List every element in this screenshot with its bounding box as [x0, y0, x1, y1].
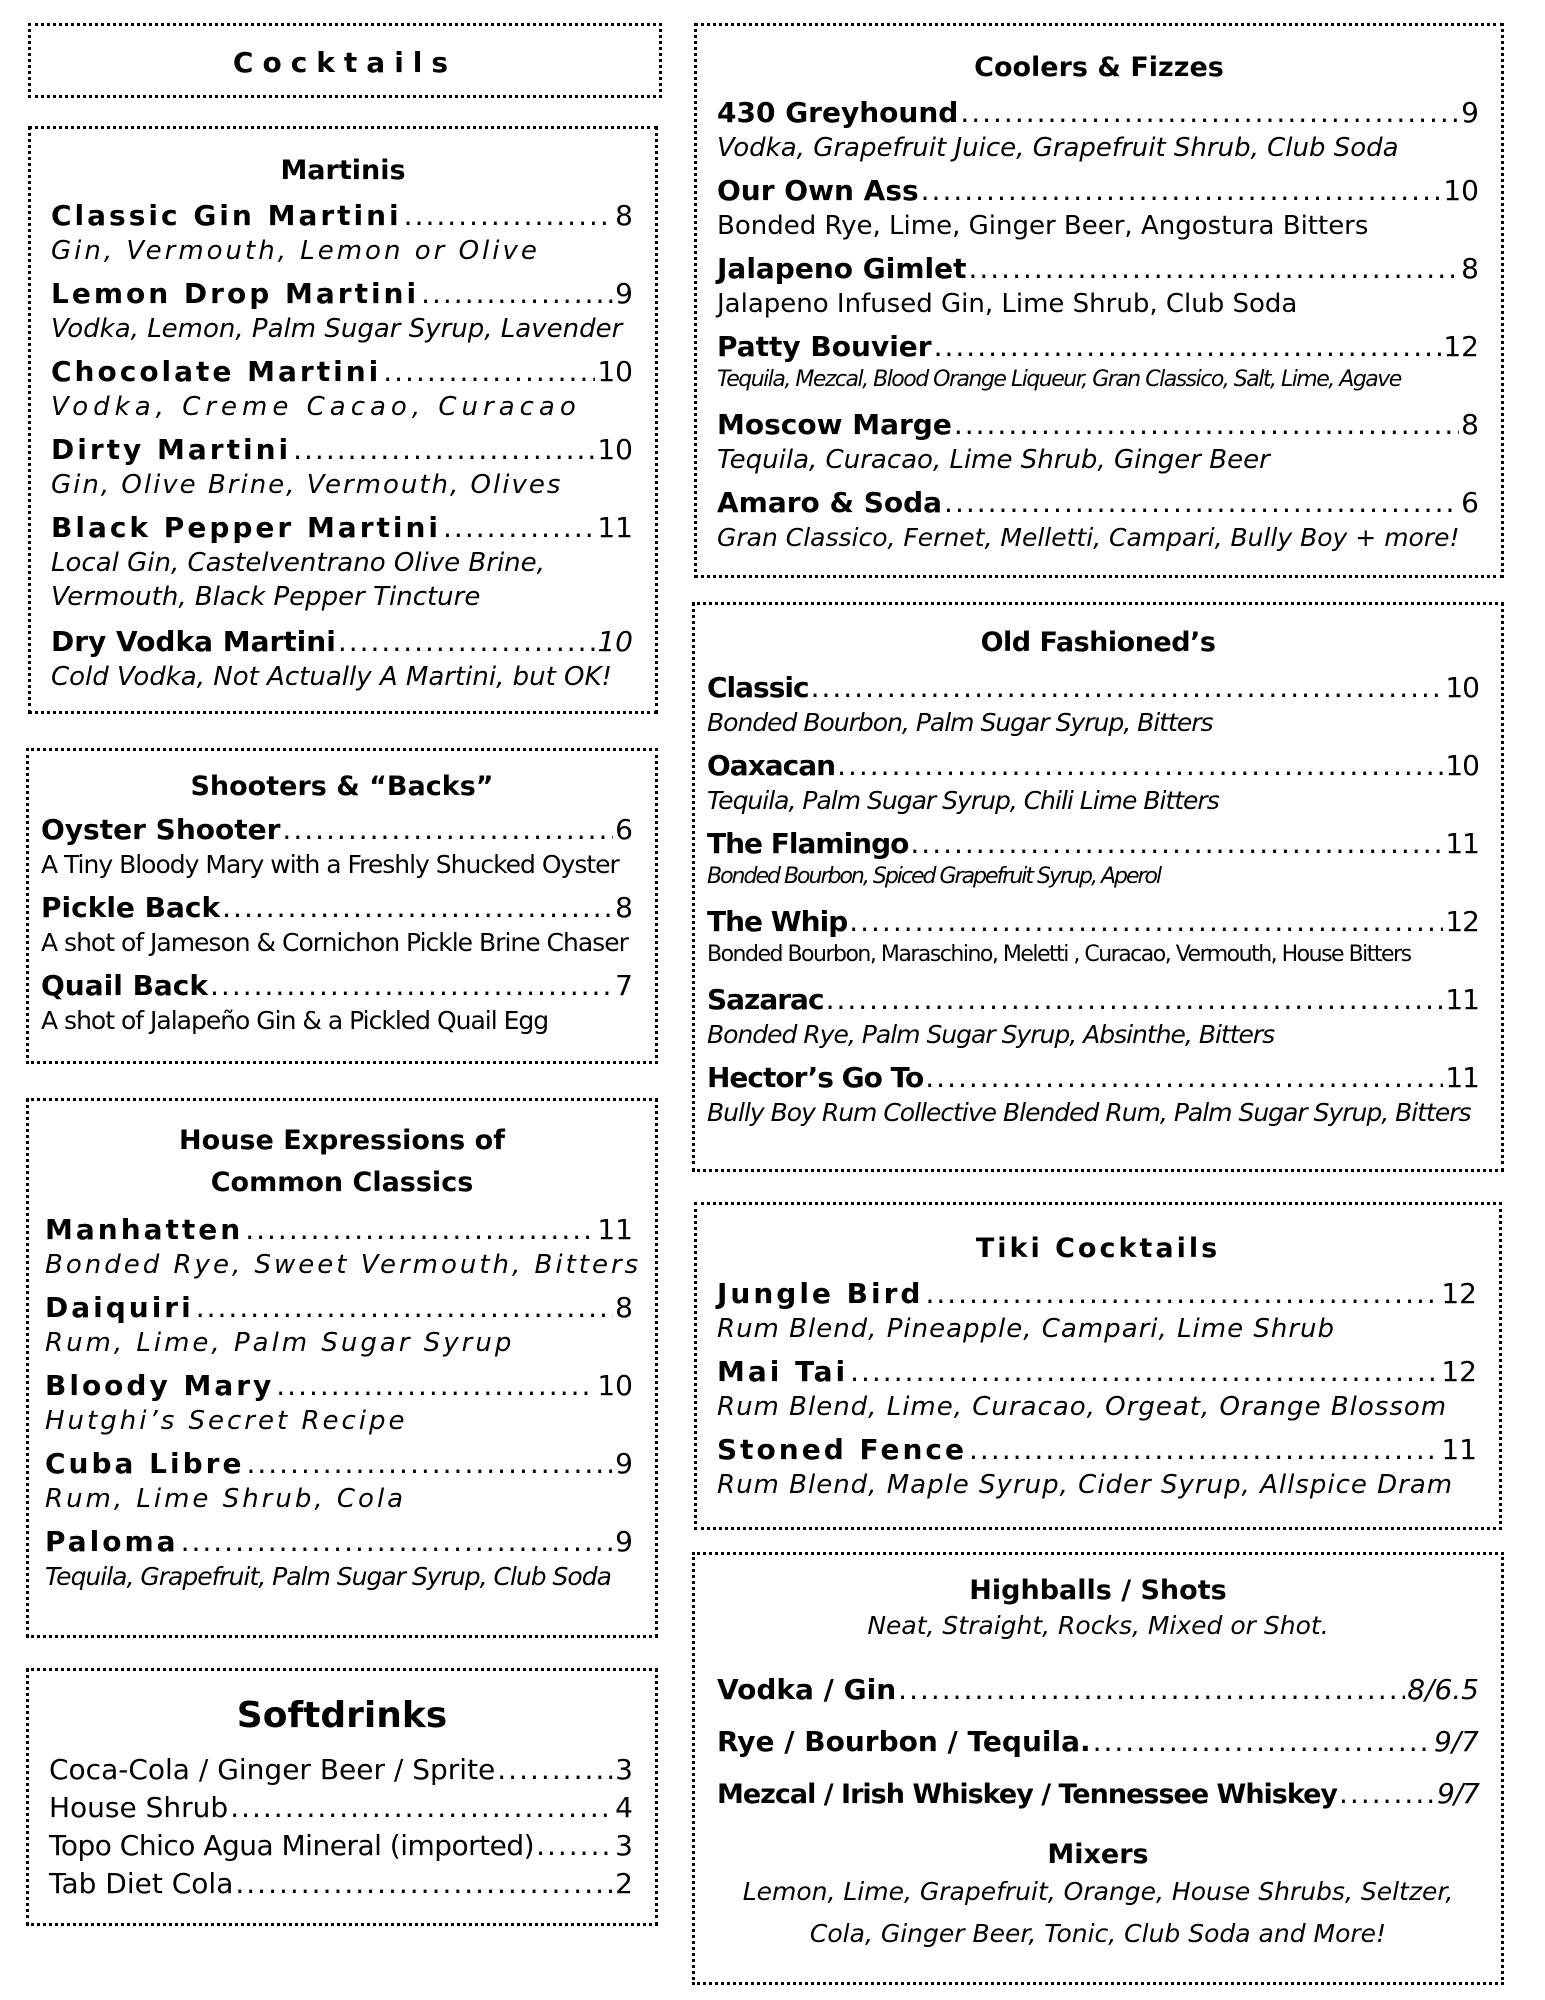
item-price: 12 [1441, 1277, 1477, 1310]
item-name: Paloma [45, 1525, 179, 1558]
menu-item [45, 1525, 633, 1591]
house-title-line1: House Expressions of [179, 1125, 505, 1156]
item-price: 10 [597, 355, 633, 388]
item-description: Gin, Vermouth, Lemon or Olive [51, 236, 540, 266]
item-price: 8 [615, 891, 633, 924]
item-name: Jungle Bird [717, 1277, 924, 1310]
item-name: Jalapeno Gimlet [717, 252, 967, 285]
menu-item [51, 625, 633, 692]
item-description: Rum Blend, Maple Syrup, Cider Syrup, Allspice Dram [717, 1470, 1454, 1500]
item-description: Vodka, Lemon, Palm Sugar Syrup, Lavender [51, 314, 623, 344]
item-name: Bloody Mary [45, 1369, 275, 1402]
item-price: 6 [1461, 486, 1479, 519]
mixers-title: Mixers [1047, 1839, 1149, 1870]
item-name: Topo Chico Agua Mineral (imported) [49, 1829, 535, 1862]
item-name: Our Own Ass [717, 174, 919, 207]
item-name: Hector’s Go To [707, 1061, 924, 1094]
item-price: 12 [1441, 1355, 1477, 1388]
highballs-section [692, 1552, 1504, 1985]
item-name: Classic Gin Martini [51, 199, 402, 232]
coolers-title: Coolers & Fizzes [974, 52, 1224, 83]
menu-item [717, 1277, 1477, 1344]
menu-item [717, 96, 1479, 163]
item-name: Rye / Bourbon / Tequila. [717, 1725, 1091, 1758]
item-name: The Whip [707, 905, 848, 938]
house-expressions-section [26, 1098, 658, 1638]
item-name: Oyster Shooter [41, 813, 281, 846]
item-price: 10 [1443, 174, 1479, 207]
house-title-line2: Common Classics [210, 1167, 474, 1198]
item-description: Tequila, Palm Sugar Syrup, Chili Lime Bitters [707, 786, 1219, 815]
item-description: Gran Classico, Fernet, Melletti, Campari, Bully Boy + more! [717, 523, 1460, 552]
item-name: Coca-Cola / Ginger Beer / Sprite [49, 1753, 496, 1786]
martinis-section [28, 126, 658, 714]
coolers-section [694, 23, 1504, 578]
item-name: Tab Diet Cola [49, 1867, 234, 1900]
item-name: Dry Vodka Martini [51, 625, 336, 658]
menu-item [41, 891, 633, 957]
item-price: 3 [615, 1829, 633, 1862]
menu-item [717, 1355, 1477, 1422]
item-name: Amaro & Soda [717, 486, 943, 519]
item-description: Rum, Lime Shrub, Cola [45, 1484, 407, 1514]
item-description: Vodka, Creme Cacao, Curacao [51, 392, 581, 422]
item-name: Oaxacan [707, 749, 836, 782]
item-description: Bonded Bourbon, Maraschino, Meletti , Curacao, Vermouth, House Bitters [707, 942, 1411, 967]
item-description: A Tiny Bloody Mary with a Freshly Shucked Oyster [41, 850, 619, 879]
item-name: Manhatten [45, 1213, 244, 1246]
menu-item [717, 1433, 1477, 1500]
cocktails-header-box [28, 23, 662, 98]
menu-item [41, 969, 633, 1035]
item-name: Classic [707, 671, 809, 704]
item-price: 10 [1445, 671, 1479, 704]
martinis-title: Martinis [280, 155, 406, 186]
item-price: 9 [1461, 96, 1479, 129]
highballs-title: Highballs / Shots [969, 1575, 1227, 1606]
item-name: Stoned Fence [717, 1433, 968, 1466]
item-description: Jalapeno Infused Gin, Lime Shrub, Club Soda [717, 289, 1298, 319]
menu-item [51, 277, 633, 344]
item-description-line2: Vermouth, Black Pepper Tincture [51, 582, 481, 612]
item-price: 10 [597, 625, 633, 658]
item-name: Patty Bouvier [717, 330, 932, 363]
item-description: Rum Blend, Lime, Curacao, Orgeat, Orange Blossom [717, 1392, 1448, 1422]
menu-item [707, 905, 1479, 967]
item-price: 4 [615, 1791, 633, 1824]
item-price: 8 [1461, 252, 1479, 285]
item-price: 11 [597, 1213, 633, 1246]
menu-item [51, 511, 633, 612]
item-price: 6 [615, 813, 633, 846]
mixers-line2: Cola, Ginger Beer, Tonic, Club Soda and More! [809, 1919, 1387, 1948]
item-name: Pickle Back [41, 891, 221, 924]
item-description: Gin, Olive Brine, Vermouth, Olives [51, 470, 563, 500]
item-price: 8 [1461, 408, 1479, 441]
item-description: Bonded Rye, Palm Sugar Syrup, Absinthe, Bitters [707, 1020, 1275, 1049]
item-name: Cuba Libre [45, 1447, 245, 1480]
highball-item [717, 1725, 1479, 1758]
item-description: A shot of Jalapeño Gin & a Pickled Quail Egg [41, 1006, 549, 1035]
item-price: 10 [1445, 749, 1479, 782]
item-description: Hutghi’s Secret Recipe [45, 1406, 408, 1436]
cocktails-title: Cocktails [232, 46, 458, 79]
item-name: Moscow Marge [717, 408, 952, 441]
menu-item [707, 1061, 1479, 1127]
item-price: 11 [1445, 1061, 1479, 1094]
old-fashioned-section [692, 602, 1504, 1172]
menu-item [707, 827, 1479, 889]
menu-item [717, 408, 1479, 475]
menu-item [707, 749, 1479, 815]
item-description: Tequila, Grapefruit, Palm Sugar Syrup, Club Soda [45, 1562, 611, 1591]
item-price: 11 [1445, 827, 1479, 860]
item-name: Black Pepper Martini [51, 511, 442, 544]
item-name: Vodka / Gin [717, 1673, 897, 1706]
item-price: 9 [615, 1447, 633, 1480]
highballs-subtitle: Neat, Straight, Rocks, Mixed or Shot. [867, 1611, 1329, 1640]
menu-item [51, 199, 633, 266]
item-price: 12 [1443, 330, 1479, 363]
item-description: A shot of Jameson & Cornichon Pickle Brine Chaser [41, 928, 628, 957]
item-name: The Flamingo [707, 827, 909, 860]
item-price: 10 [597, 1369, 633, 1402]
item-description: Rum Blend, Pineapple, Campari, Lime Shrub [717, 1314, 1336, 1344]
item-price: 10 [597, 433, 633, 466]
item-description: Bonded Bourbon, Spiced Grapefruit Syrup, Aperol [707, 864, 1161, 889]
item-price: 12 [1445, 905, 1479, 938]
item-name: Chocolate Martini [51, 355, 382, 388]
item-price: 11 [597, 511, 633, 544]
shooters-section [26, 748, 658, 1064]
highball-item [717, 1777, 1479, 1810]
item-description: Bonded Rye, Lime, Ginger Beer, Angostura Bitters [717, 211, 1369, 241]
menu-item [41, 813, 633, 879]
item-name: Quail Back [41, 969, 209, 1002]
softdrink-item [49, 1829, 633, 1862]
item-description: Bonded Rye, Sweet Vermouth, Bitters [45, 1250, 642, 1280]
old-fashioned-title: Old Fashioned’s [980, 627, 1216, 658]
mixers-line1: Lemon, Lime, Grapefruit, Orange, House Shrubs, Seltzer, [742, 1877, 1454, 1906]
menu-item [45, 1213, 642, 1280]
item-description: Cold Vodka, Not Actually A Martini, but OK! [51, 662, 612, 692]
item-description: Vodka, Grapefruit Juice, Grapefruit Shrub, Club Soda [717, 133, 1399, 163]
item-price: 8 [615, 1291, 633, 1324]
shooters-title: Shooters & “Backs” [190, 771, 494, 802]
menu-item [51, 433, 633, 500]
item-name: 430 Greyhound [717, 96, 959, 129]
item-price: 9/7 [1436, 1777, 1479, 1810]
highball-item [717, 1673, 1479, 1706]
menu-item [717, 330, 1479, 392]
softdrink-item [49, 1791, 633, 1824]
menu-item [45, 1291, 633, 1358]
item-name: Mezcal / Irish Whiskey / Tennessee Whiskey [717, 1779, 1338, 1810]
menu-item [707, 983, 1479, 1049]
softdrinks-section [26, 1668, 658, 1926]
item-price: 7 [615, 969, 633, 1002]
item-price: 11 [1441, 1433, 1477, 1466]
item-name: Lemon Drop Martini [51, 277, 420, 310]
menu-item [51, 355, 633, 422]
softdrinks-title: Softdrinks [236, 1695, 448, 1736]
item-price: 9 [615, 277, 633, 310]
menu-item [45, 1369, 633, 1436]
item-price: 11 [1445, 983, 1479, 1016]
item-description: Tequila, Mezcal, Blood Orange Liqueur, Gran Classico, Salt, Lime, Agave [717, 367, 1401, 392]
item-price: 2 [615, 1867, 633, 1900]
item-name: Daiquiri [45, 1291, 194, 1324]
softdrink-item [49, 1753, 633, 1786]
item-description: Bonded Bourbon, Palm Sugar Syrup, Bitters [707, 708, 1213, 737]
item-name: Sazarac [707, 983, 824, 1016]
menu-item [717, 486, 1479, 552]
item-description: Rum, Lime, Palm Sugar Syrup [45, 1328, 515, 1358]
tiki-title: Tiki Cocktails [975, 1233, 1221, 1264]
tiki-section [694, 1202, 1502, 1530]
item-description: Bully Boy Rum Collective Blended Rum, Palm Sugar Syrup, Bitters [707, 1098, 1471, 1127]
item-name: House Shrub [49, 1791, 229, 1824]
item-price: 8/6.5 [1407, 1673, 1479, 1706]
menu-item [45, 1447, 633, 1514]
menu-item [707, 671, 1479, 737]
menu-item [717, 174, 1479, 241]
item-description: Tequila, Curacao, Lime Shrub, Ginger Beer [717, 445, 1270, 475]
item-name: Mai Tai [717, 1355, 849, 1388]
softdrink-item [49, 1867, 633, 1900]
item-description: Local Gin, Castelventrano Olive Brine, [51, 548, 545, 578]
menu-item [717, 252, 1479, 319]
item-price: 3 [615, 1753, 633, 1786]
item-price: 9/7 [1433, 1725, 1479, 1758]
item-price: 8 [615, 199, 633, 232]
item-price: 9 [615, 1525, 633, 1558]
item-name: Dirty Martini [51, 433, 292, 466]
